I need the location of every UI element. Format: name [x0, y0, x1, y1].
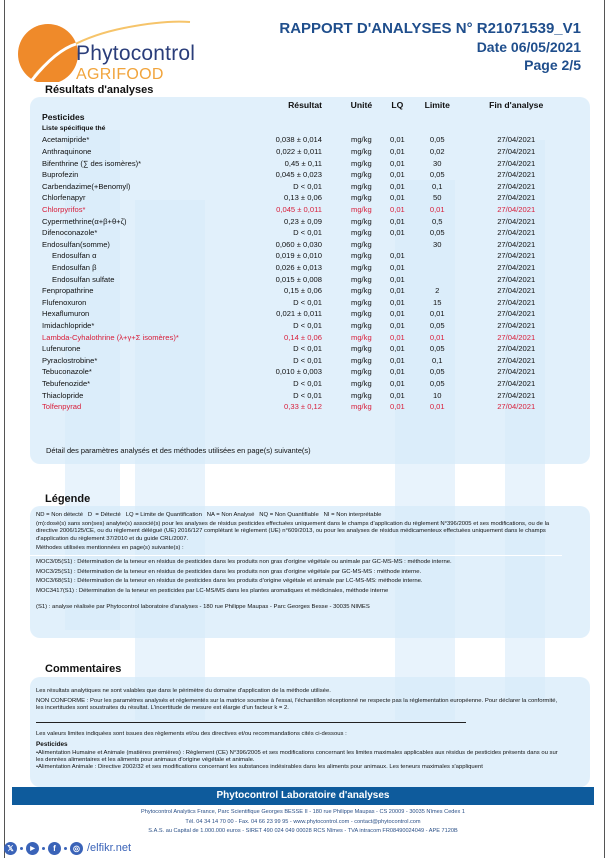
lq-value: 0,01: [390, 251, 405, 261]
detail-note: Détail des paramètres analysés et des méthodes utilisées en page(s) suivante(s): [46, 446, 311, 455]
lq-value: 0,01: [390, 193, 405, 203]
limit-value: 0,01: [429, 205, 445, 215]
parameter-name: Cypermethrine(α+β+θ+ζ): [42, 216, 127, 226]
table-row: [40, 169, 570, 181]
lq-value: 0,01: [390, 367, 405, 377]
parameter-name: Tolfenpyrad: [42, 402, 82, 412]
result-value: 0,060 ± 0,030: [275, 239, 322, 249]
table-row: [40, 181, 570, 193]
parameter-name: Thiaclopride: [42, 390, 84, 400]
youtube-icon[interactable]: ▶: [26, 842, 39, 855]
unit-value: mg/kg: [351, 367, 372, 377]
limit-value: [412, 262, 462, 274]
parameter-name: Buprofezin: [42, 170, 79, 180]
table-row: [40, 204, 570, 216]
result-value: 0,038 ± 0,014: [275, 135, 322, 145]
end-date-value: 27/04/2021: [497, 355, 536, 365]
unit-value: mg/kg: [351, 344, 372, 354]
globe-icon[interactable]: ◎: [70, 842, 83, 855]
legend-abbreviations: ND = Non détecté D = Détecté LQ = Limite de Quantification NA = Non Analysé NQ = Non Quantifiable NI = Non interprétable: [36, 512, 382, 518]
group-label: Pesticides: [42, 111, 85, 122]
parameter-name: Chlorfenapyr: [42, 193, 86, 203]
lq-value: 0,01: [390, 344, 405, 354]
report-number: RAPPORT D'ANALYSES N° R21071539_V1: [279, 20, 581, 37]
lq-value: 0,01: [390, 147, 405, 157]
parameter-name: Lambda-Cyhalothrine (λ+γ+Σ isomères)*: [42, 332, 179, 342]
parameter-name: Imidachlopride*: [42, 320, 95, 330]
column-header-result: Résultat: [288, 99, 322, 110]
lq-value: 0,01: [390, 309, 405, 319]
lab-note: (S1) : analyse réalisée par Phytocontrol laboratoire d'analyses - 180 rue Philippe Maupas - Parc Georges Besse - 30035 NIMES: [36, 604, 370, 611]
legend-note: (m):dosé(s) sans son(ses) analyte(s) associé(s) pour les analyses de résidus pesticides effectuées uniquement dans le champs d'application du règlement N°396/2005 et ses modifications, ou de la directive 2006/125/CE, ou du règlement délégué (UE) 2016/127 complétant le règlement (UE) n°609/2013, ou pour les analyses de résidus médicamenteux effectuées uniquement dans le champs d'application du règlement 37/2010 et du guide CRL/2007.: [36, 521, 550, 542]
comments-content: [36, 688, 566, 772]
unit-value: mg/kg: [351, 390, 372, 400]
methods-heading: Méthodes utilisées mentionnées en page(s) suivante(s) :: [36, 544, 184, 551]
unit-value: mg/kg: [351, 274, 372, 284]
unit-value: mg/kg: [351, 332, 372, 342]
limit-value: 0,02: [429, 147, 445, 157]
table-row: [40, 378, 570, 390]
column-header-lq: LQ: [391, 99, 404, 110]
lq-value: 0,01: [390, 320, 405, 330]
phytocontrol-logo: [14, 10, 194, 82]
end-date-value: 27/04/2021: [497, 332, 536, 342]
unit-value: mg/kg: [351, 251, 372, 261]
unit-value: mg/kg: [351, 147, 372, 157]
lq-value: 0,01: [390, 181, 405, 191]
unit-value: mg/kg: [351, 402, 372, 412]
table-row: [40, 192, 570, 204]
end-date-value: 27/04/2021: [497, 390, 536, 400]
lq-value: 0,01: [390, 135, 405, 145]
end-date-value: 27/04/2021: [497, 135, 536, 145]
lq-value: 0,01: [390, 355, 405, 365]
method-item: MOC3/25(S1) : Détermination de la teneur en résidus de pesticides dans les produits non gras d'origine végétale par GC-MS-MS : méthode interne.: [36, 568, 422, 575]
table-row: [40, 146, 570, 158]
end-date-value: 27/04/2021: [497, 205, 536, 215]
method-item: MOC3417(S1) : Détermination de la teneur en pesticides par LC-MS/MS dans les plantes aromatiques et médicinales, méthode interne: [36, 588, 389, 595]
end-date-value: 27/04/2021: [497, 402, 536, 412]
end-date-value: 27/04/2021: [497, 286, 536, 296]
unit-value: mg/kg: [351, 286, 372, 296]
limit-value: 0,05: [429, 135, 445, 145]
end-date-value: 27/04/2021: [497, 216, 536, 226]
report-header: [279, 20, 581, 74]
footer-line: Phytocontrol Analytics France, Parc Scientifique Georges BESSE II - 180 rue Philippe Maupas - CS 20009 - 30035 Nîmes Cedex 1: [141, 809, 465, 815]
end-date-value: 27/04/2021: [497, 181, 536, 191]
column-header-unit: Unité: [350, 99, 373, 110]
table-row: [40, 239, 570, 251]
logo-subtitle: AGRIFOOD: [76, 66, 164, 83]
unit-value: mg/kg: [351, 205, 372, 215]
limit-value: 0,05: [429, 367, 445, 377]
table-row: [40, 227, 570, 239]
parameter-name: Hexaflumuron: [42, 309, 90, 319]
result-value: 0,021 ± 0,011: [276, 309, 322, 319]
limit-value: [412, 273, 462, 285]
table-row: [40, 134, 570, 146]
result-value: D < 0,01: [293, 320, 322, 330]
end-date-value: 27/04/2021: [497, 147, 536, 157]
limit-value: 0,1: [431, 355, 443, 365]
limits-heading: Pesticides: [36, 740, 68, 748]
end-date-value: 27/04/2021: [497, 251, 536, 261]
table-row: [40, 273, 570, 285]
lq-value: 0,01: [390, 228, 405, 238]
limit-value: 30: [433, 239, 442, 249]
limits-item: •Alimentation Animale : Directive 2002/32 et ses modifications concernant les substances indésirables dans les aliments pour animaux. Les teneurs maximales s'appliquent: [36, 764, 483, 771]
table-row: [40, 366, 570, 378]
subgroup-row: [40, 123, 570, 135]
parameter-name: Tebufenozide*: [42, 378, 91, 388]
validity-note: Les résultats analytiques ne sont valables que dans le périmètre du domaine d'application de la méthode utilisée.: [36, 688, 331, 694]
parameter-name: Flufenoxuron: [42, 297, 87, 307]
column-header-parameter: [40, 98, 230, 111]
parameter-name: Endosulfan sulfate: [52, 274, 115, 284]
unit-value: mg/kg: [351, 263, 372, 273]
result-value: 0,15 ± 0,06: [284, 286, 322, 296]
table-header-row: [40, 98, 570, 111]
table-row: [40, 262, 570, 274]
divider: [30, 555, 562, 556]
unit-value: mg/kg: [351, 228, 372, 238]
result-value: 0,010 ± 0,003: [275, 367, 322, 377]
unit-value: mg/kg: [351, 378, 372, 388]
table-row: [40, 157, 570, 169]
unit-value: mg/kg: [351, 216, 372, 226]
table-row: [40, 285, 570, 297]
parameter-name: Endosulfan(somme): [42, 239, 110, 249]
parameter-name: Acetamipride*: [42, 135, 90, 145]
social-handle[interactable]: /elfikr.net: [87, 842, 132, 854]
result-value: 0,23 ± 0,09: [284, 216, 322, 226]
footer-line: S.A.S. au Capital de 1.000.000 euros - SIRET 490 024 049 00028 RCS Nîmes - TVA intracom FR08490024049 - APE 7120B: [148, 828, 458, 835]
result-value: 0,026 ± 0,013: [275, 263, 322, 273]
report-date: Date 06/05/2021: [476, 39, 581, 55]
result-value: D < 0,01: [293, 181, 322, 191]
result-value: D < 0,01: [293, 355, 322, 365]
result-value: D < 0,01: [293, 378, 322, 388]
limit-value: 2: [435, 286, 440, 296]
subgroup-label: Liste spécifique thé: [42, 124, 106, 132]
limit-value: 0,01: [429, 309, 445, 319]
limit-value: 30: [433, 158, 442, 168]
social-watermark: [4, 840, 131, 856]
unit-value: mg/kg: [351, 135, 372, 145]
column-header-limit: Limite: [424, 99, 450, 110]
end-date-value: 27/04/2021: [497, 274, 536, 284]
parameter-name: Fenpropathrine: [42, 286, 94, 296]
parameter-name: Endosulfan α: [52, 251, 97, 261]
results-title: Résultats d'analyses: [45, 84, 154, 96]
unit-value: mg/kg: [351, 320, 372, 330]
unit-value: mg/kg: [351, 158, 372, 168]
limit-value: 0,1: [431, 181, 443, 191]
result-value: 0,45 ± 0,11: [284, 158, 322, 168]
limit-value: 15: [433, 297, 442, 307]
parameter-name: Chlorpyrifos*: [42, 205, 86, 215]
footer-line: Tél. 04 34 14 70 00 - Fax. 04 66 23 99 95 - www.phytocontrol.com - contact@phytocontrol.com: [185, 818, 421, 825]
lq-value: 0,01: [390, 286, 405, 296]
end-date-value: 27/04/2021: [497, 239, 536, 249]
unit-value: mg/kg: [351, 309, 372, 319]
end-date-value: 27/04/2021: [497, 378, 536, 388]
unit-value: mg/kg: [351, 170, 372, 180]
table-row: [40, 297, 570, 309]
divider: [36, 722, 466, 723]
limit-value: 0,05: [429, 320, 445, 330]
end-date-value: 27/04/2021: [497, 344, 536, 354]
lq-value: 0,01: [390, 205, 405, 215]
lq-value: [383, 239, 412, 251]
logo-wordmark: Phytocontrol: [76, 42, 196, 65]
table-row: [40, 215, 570, 227]
non-conforme-note: NON CONFORME : Pour les paramètres analysés et réglementés sur la matrice soumise à l'essai, l'échantillon réceptionné ne respecte pas la réglementation européenne. Pour déclarer la conformité, les incertitudes sont soustraites du résultat. L'incertitude de mesure est élargie d'un facteur k = 2.: [36, 698, 558, 712]
end-date-value: 27/04/2021: [497, 309, 536, 319]
group-row: [40, 111, 570, 123]
end-date-value: 27/04/2021: [497, 297, 536, 307]
parameter-name: Pyraclostrobine*: [42, 355, 98, 365]
results-table: [40, 98, 570, 412]
limits-item: •Alimentation Humaine et Animale (matières premières) : Règlement (CE) N°396/2005 et ses modifications concernant les limites maximales applicables aux résidus de pesticides présents dans ou sur les denrées alimentaires et les aliments pour animaux d'origine végétale et animale.: [36, 750, 558, 764]
end-date-value: 27/04/2021: [497, 228, 536, 238]
limits-intro: Les valeurs limites indiquées sont issues des règlements et/ou des directives et/ou recommandations cités ci-dessous :: [36, 730, 347, 737]
limit-value: 0,01: [429, 332, 445, 342]
parameter-name: Bifenthrine (∑ des isomères)*: [42, 158, 142, 168]
method-item: MOC3/68(S1) : Détermination de la teneur en résidus de pesticides dans les produits d'origine végétale et animale par LC-MS-MS: méthode interne.: [36, 578, 423, 585]
unit-value: mg/kg: [351, 355, 372, 365]
end-date-value: 27/04/2021: [497, 263, 536, 273]
unit-value: mg/kg: [351, 297, 372, 307]
table-row: [40, 401, 570, 413]
lq-value: 0,01: [390, 332, 405, 342]
result-value: D < 0,01: [293, 228, 322, 238]
limit-value: 0,01: [429, 402, 445, 412]
table-row: [40, 250, 570, 262]
limit-value: 50: [433, 193, 442, 203]
limit-value: [412, 250, 462, 262]
limit-value: 0,05: [429, 378, 445, 388]
method-item: MOC3/05(S1) : Détermination de la teneur en résidus de pesticides dans les produits non gras d'origine végétale ou animale par GC-MS-MS : méthode interne.: [36, 559, 452, 566]
limit-value: 0,05: [429, 228, 445, 238]
lq-value: 0,01: [390, 274, 405, 284]
limit-value: 0,5: [431, 216, 443, 226]
table-row: [40, 308, 570, 320]
lq-value: 0,01: [390, 390, 405, 400]
table-row: [40, 343, 570, 355]
comments-title: Commentaires: [45, 663, 122, 675]
lq-value: 0,01: [390, 297, 405, 307]
table-row: [40, 331, 570, 343]
end-date-value: 27/04/2021: [497, 320, 536, 330]
parameter-name: Lufenurone: [42, 344, 81, 354]
lq-value: 0,01: [390, 402, 405, 412]
result-value: 0,045 ± 0,011: [276, 205, 322, 215]
parameter-name: Difenoconazole*: [42, 228, 98, 238]
unit-value: mg/kg: [351, 193, 372, 203]
result-value: 0,045 ± 0,023: [275, 170, 322, 180]
parameter-name: Endosulfan β: [52, 263, 97, 273]
separator-dot: [64, 847, 67, 850]
facebook-icon[interactable]: f: [48, 842, 61, 855]
footer-address: [12, 808, 594, 837]
separator-dot: [42, 847, 45, 850]
lq-value: 0,01: [390, 263, 405, 273]
lq-value: 0,01: [390, 158, 405, 168]
parameter-name: Anthraquinone: [42, 147, 92, 157]
x-icon[interactable]: 𝕏: [4, 842, 17, 855]
result-value: 0,14 ± 0,06: [284, 332, 322, 342]
parameter-name: Carbendazime(+Benomyl): [42, 181, 131, 191]
table-row: [40, 389, 570, 401]
limit-value: 0,05: [429, 344, 445, 354]
column-header-end-date: Fin d'analyse: [489, 99, 544, 110]
separator-dot: [20, 847, 23, 850]
end-date-value: 27/04/2021: [497, 158, 536, 168]
page-number: Page 2/5: [524, 57, 581, 73]
unit-value: mg/kg: [351, 239, 372, 249]
parameter-name: Tebuconazole*: [42, 367, 92, 377]
lq-value: 0,01: [390, 378, 405, 388]
result-value: 0,015 ± 0,008: [275, 274, 322, 284]
result-value: 0,022 ± 0,011: [276, 147, 322, 157]
end-date-value: 27/04/2021: [497, 193, 536, 203]
table-row: [40, 354, 570, 366]
lq-value: 0,01: [390, 170, 405, 180]
legend-content: [36, 512, 556, 614]
end-date-value: 27/04/2021: [497, 367, 536, 377]
end-date-value: 27/04/2021: [497, 170, 536, 180]
lq-value: 0,01: [390, 216, 405, 226]
result-value: 0,33 ± 0,12: [284, 402, 322, 412]
footer-band: Phytocontrol Laboratoire d'analyses: [12, 787, 594, 805]
result-value: D < 0,01: [293, 297, 322, 307]
result-value: 0,019 ± 0,010: [275, 251, 322, 261]
unit-value: mg/kg: [351, 181, 372, 191]
legend-title: Légende: [45, 493, 91, 505]
limit-value: 10: [433, 390, 442, 400]
result-value: D < 0,01: [293, 390, 322, 400]
limit-value: 0,05: [429, 170, 445, 180]
result-value: D < 0,01: [293, 344, 322, 354]
result-value: 0,13 ± 0,06: [284, 193, 322, 203]
table-row: [40, 320, 570, 332]
